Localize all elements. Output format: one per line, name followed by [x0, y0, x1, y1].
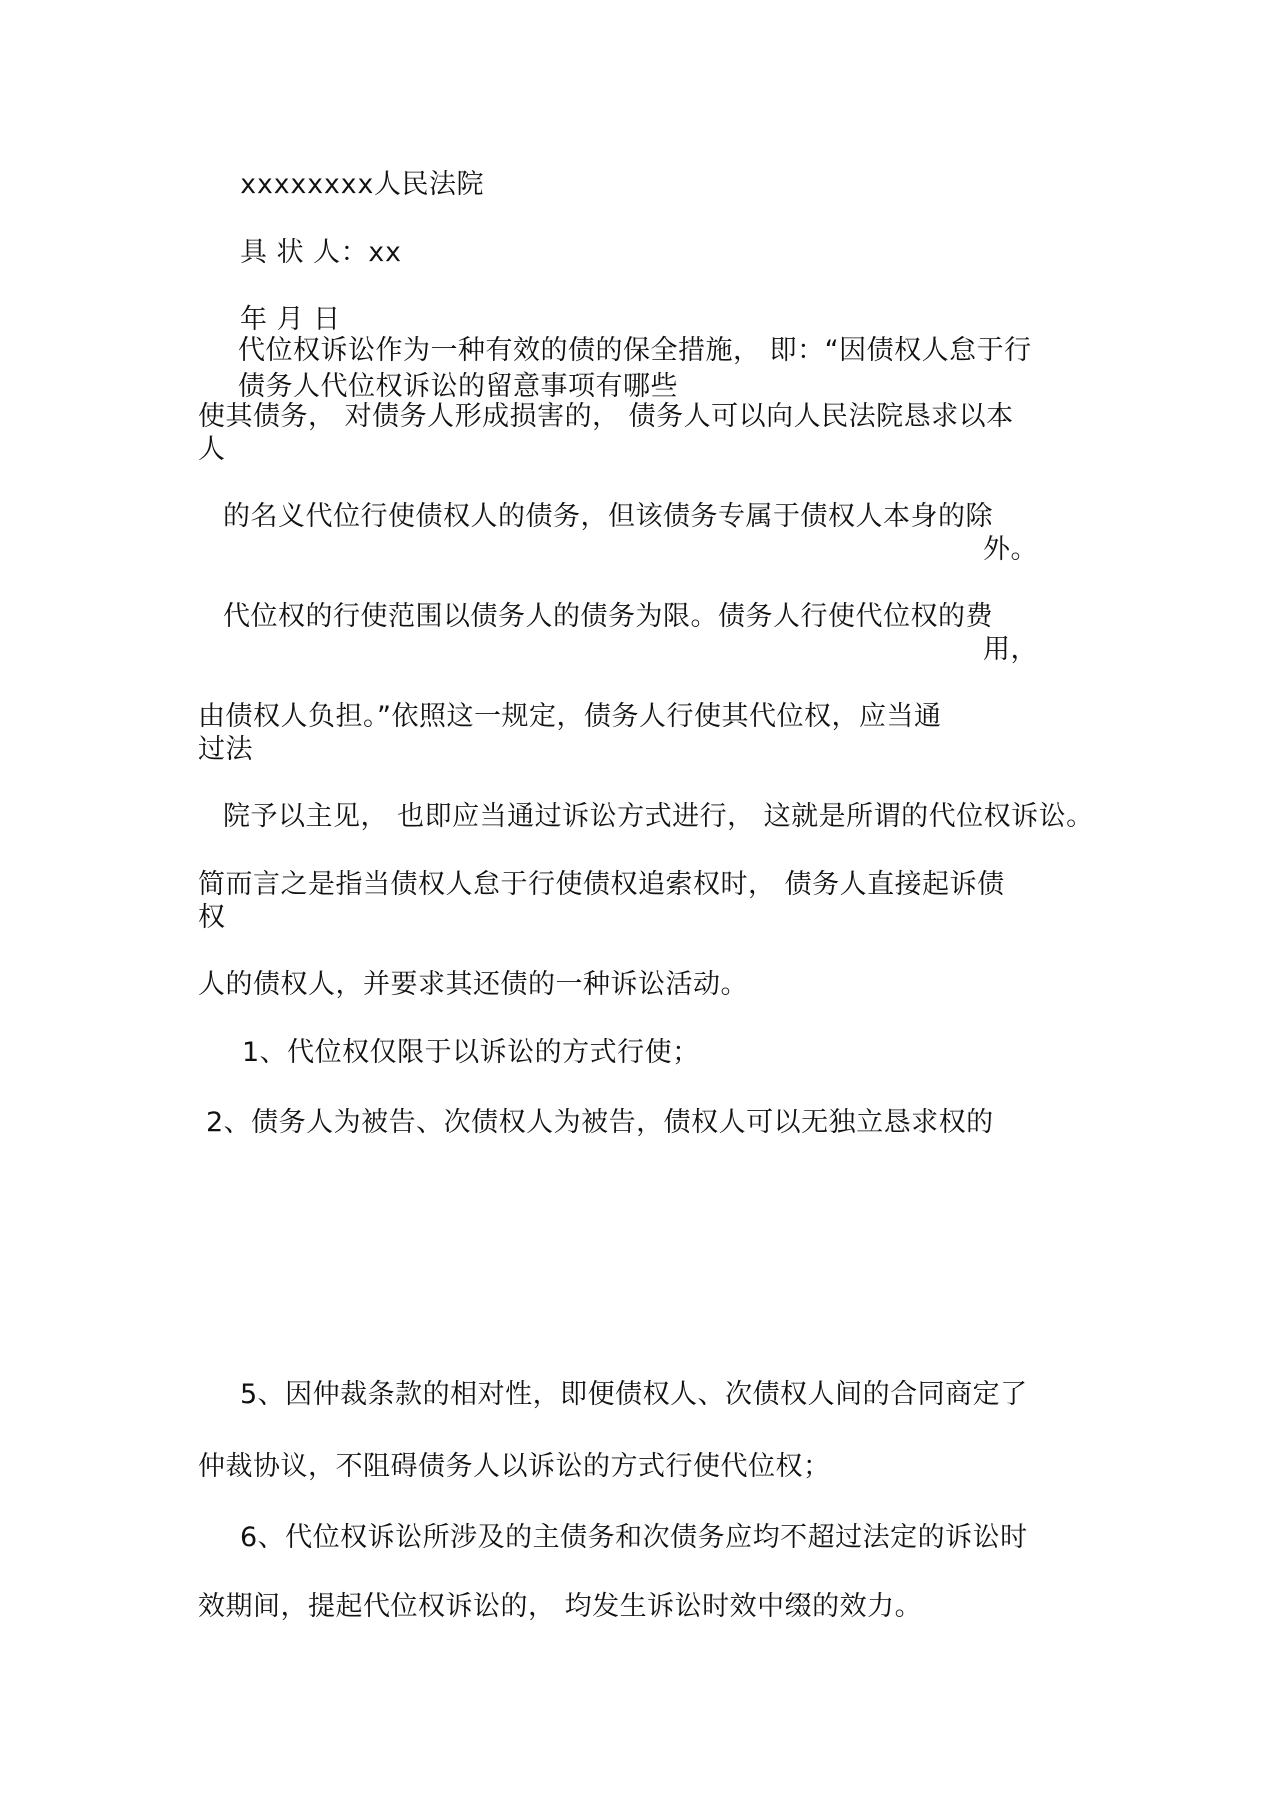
intro-line-2: 使其债务， 对债务人形成损害的， 债务人可以向人民法院恳求以本	[198, 401, 1014, 432]
item-6-line-2: 效期间，提起代位权诉讼的， 均发生诉讼时效中缀的效力。	[198, 1591, 923, 1622]
intro-line-7: 简而言之是指当债权人怠于行使债权追索权时， 债务人直接起诉债	[198, 869, 1005, 900]
intro-line-4: 代位权的行使范围以债务人的债务为限。债务人行使代位权的费	[223, 601, 993, 632]
intro-line-5-wrap: 过法	[198, 734, 253, 765]
intro-line-3-wrap: 外。	[983, 534, 1038, 565]
item-5-line-2: 仲裁协议，不阻碍债务人以诉讼的方式行使代位权；	[198, 1451, 831, 1482]
intro-line-8: 人的债权人，并要求其还债的一种诉讼活动。	[198, 969, 748, 1000]
intro-line-4-wrap: 用，	[983, 634, 1038, 665]
petitioner-value: xx	[368, 237, 402, 268]
petitioner-label: 具 状 人：	[240, 237, 369, 268]
item-6-line-1: 6、代位权诉讼所涉及的主债务和次债务应均不超过法定的诉讼时	[240, 1522, 1028, 1553]
item-5-line-1: 5、因仲裁条款的相对性，即便债权人、次债权人间的合同商定了	[240, 1379, 1028, 1410]
court-line	[240, 168, 484, 202]
document-title: 债务人代位权诉讼的留意事项有哪些	[238, 371, 678, 402]
petitioner-line	[240, 236, 402, 270]
date-line: 年 月 日	[240, 304, 341, 335]
court-suffix: 人民法院	[374, 169, 485, 200]
intro-line-6: 院予以主见， 也即应当通过诉讼方式进行， 这就是所谓的代位权诉讼。	[223, 801, 1094, 832]
item-1: 1、代位权仅限于以诉讼的方式行使；	[242, 1037, 700, 1068]
intro-line-2-wrap: 人	[198, 434, 226, 465]
item-2: 2、债务人为被告、次债权人为被告，债权人可以无独立恳求权的	[206, 1107, 994, 1138]
intro-line-3: 的名义代位行使债权人的债务，但该债务专属于债权人本身的除	[223, 501, 993, 532]
court-code: xxxxxxxx	[240, 169, 375, 200]
intro-line-1: 代位权诉讼作为一种有效的债的保全措施， 即：“因债权人怠于行	[238, 335, 1032, 366]
intro-line-7-wrap: 权	[198, 902, 226, 933]
intro-line-5: 由债权人负担。”依照这一规定，债务人行使其代位权，应当通	[198, 701, 942, 732]
